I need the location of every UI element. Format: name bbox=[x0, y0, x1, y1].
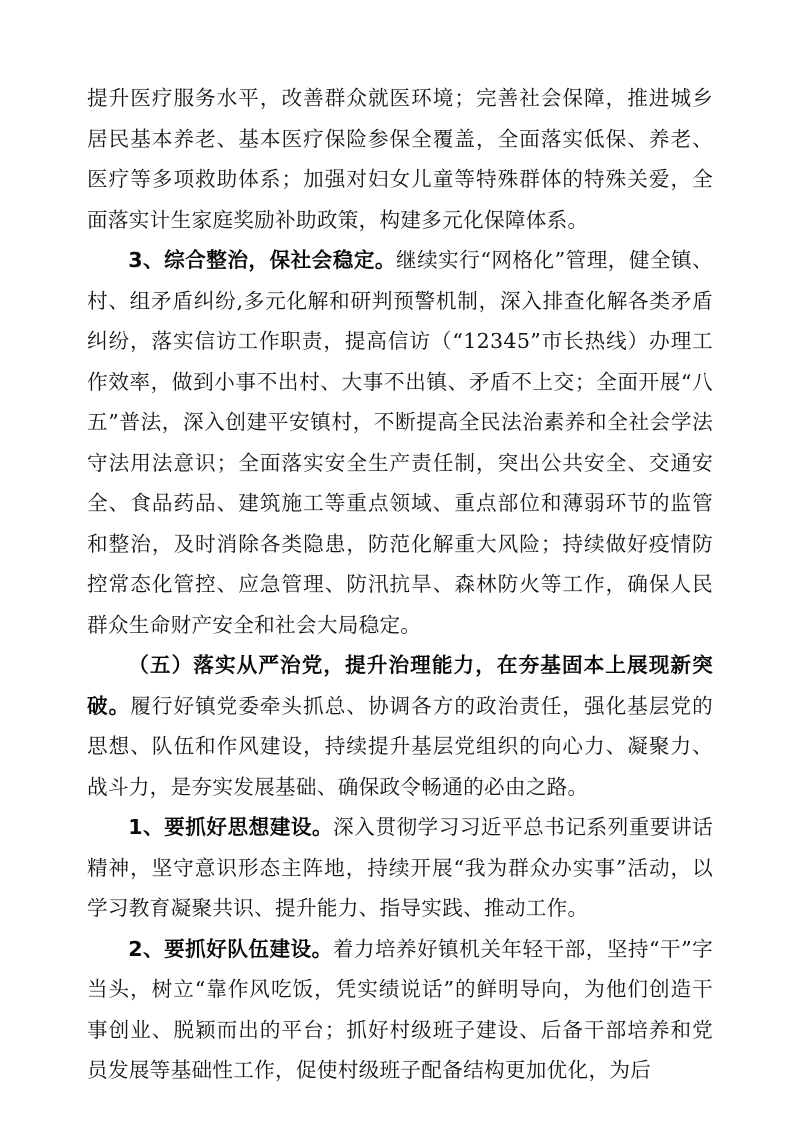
paragraph-text: 着力培养好镇机关年轻干部，坚持“干”字当头，树立“靠作风吃饭，凭实绩说话”的鲜明导向，为他们创造干事创业、脱颖而出的平台；抓好村级班子建设、后备干部培养和党员发展等基础性工作，促使村级班子配备结构更加优化，为后 bbox=[87, 936, 713, 1082]
paragraph-comprehensive-governance bbox=[87, 240, 713, 645]
paragraph-text: 深入贯彻学习习近平总书记系列重要讲话精神，坚守意识形态主阵地，持续开展“我为群众办实事”活动，以学习教育凝聚共识、提升能力、指导实践、推动工作。 bbox=[87, 815, 714, 920]
paragraph-party-governance bbox=[87, 645, 713, 807]
paragraph-heading: 2、要抓好队伍建设。 bbox=[128, 936, 333, 961]
paragraph-heading: 1、要抓好思想建设。 bbox=[128, 815, 334, 839]
paragraph-heading: 3、综合整治，保社会稳定。 bbox=[128, 248, 396, 272]
paragraph-text: 履行好镇党委牵头抓总、协调各方的政治责任，强化基层党的思想、队伍和作风建设，持续提升基层党组织的向心力、凝聚力、战斗力，是夯实发展基础、确保政令畅通的必由之路。 bbox=[87, 693, 713, 799]
section-heading: （五）落实从严治党，提升治理能力，在夯基固本上展现新突破。 bbox=[87, 653, 713, 718]
paragraph-text: 继续实行“网格化”管理，健全镇、村、组矛盾纠纷,多元化解和研判预警机制，深入排查化解各类矛盾纠纷，落实信访工作职责，提高信访（“12345”市长热线）办理工作效率，做到小事不出村、大事不出镇、矛盾不上交；全面开展“八五”普法，深入创建平安镇村，不断提高全民法治素养和全社会学法守法用法意识；全面落实安全生产责任制，突出公共安全、交通安全、食品药品、建筑施工等重点领域、重点部位和薄弱环节的监管和整治，及时消除各类隐患，防范化解重大风险；持续做好疫情防控常态化管控、应急管理、防汛抗旱、森林防火等工作，确保人民群众生命财产安全和社会大局稳定。 bbox=[87, 248, 713, 637]
paragraph-team-building bbox=[87, 929, 713, 1091]
paragraph-healthcare-social-security bbox=[87, 78, 713, 240]
paragraph-text: 提升医疗服务水平，改善群众就医环境；完善社会保障，推进城乡居民基本养老、基本医疗保险参保全覆盖，全面落实低保、养老、医疗等多项救助体系；加强对妇女儿童等特殊群体的特殊关爱，全面落实计生家庭奖励补助政策，构建多元化保障体系。 bbox=[87, 86, 713, 232]
paragraph-ideological-building bbox=[87, 807, 713, 929]
